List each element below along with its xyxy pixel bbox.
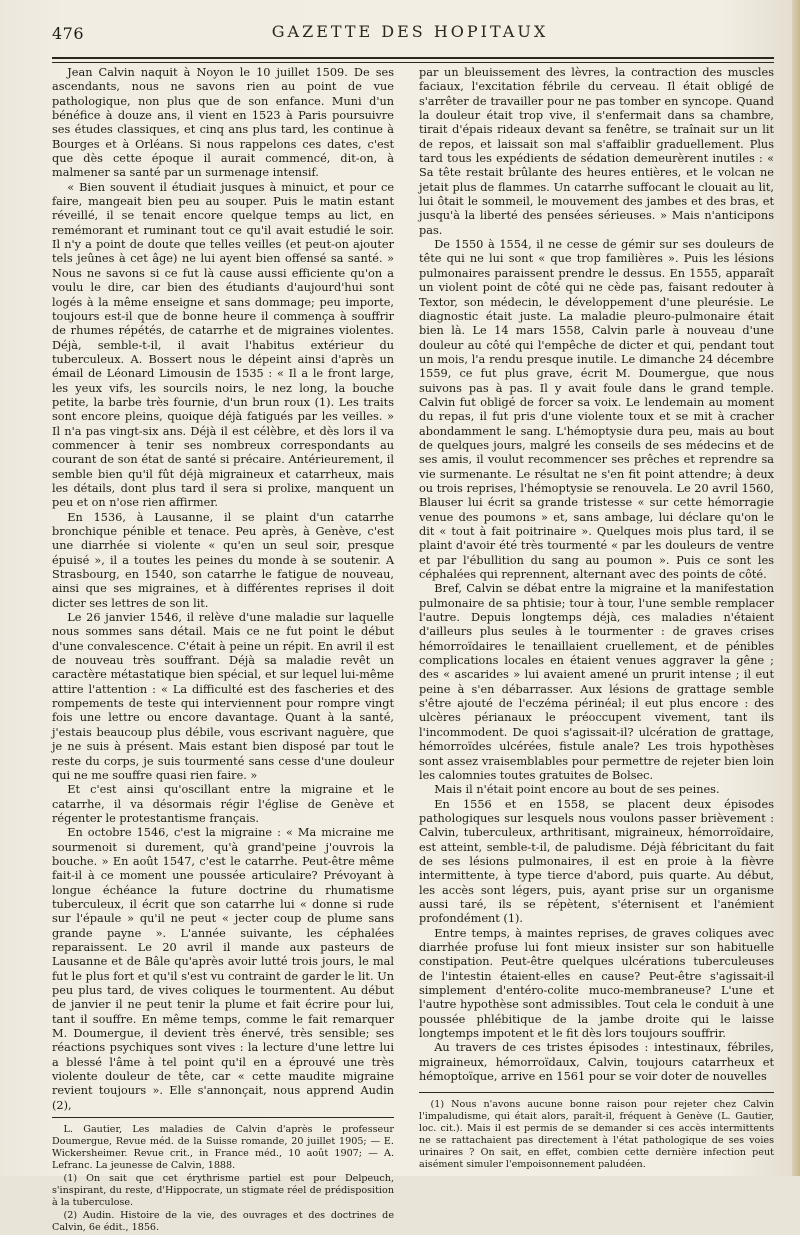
paragraph: Mais il n'était point encore au bout de ses peines. — [434, 783, 720, 797]
paragraph: Bref, Calvin se débat entre la migraine et la manifestation pulmonaire de sa phtisie; tour à tour, l'une semble remplacer l'autre. Depuis longtemps déjà, ces maladies n'étaient d'ailleurs plus seules à le tourmenter : de graves crises hémorroïdaires le tenaillaient cruellement, et de pénibles complications locales en étaient venues aggraver la gêne ; des « ascarides » lui avaient amené un prurit intense ; il eut peine à s'en débarrasser. Aux lésions de grattage semble s'être ajouté de l'eczéma périnéal; il eut plus encore : des ulcères périanaux le préoccupent vivement, tant ils l'incommodent. De quoi s'agissait-il? ulcération de grattage, hémorroïdes ulcérées, fistule anale? Les trois hypothèses sont assez vraisemblables pour permettre de rejeter bien loin les calomnies toutes gratuites de Bolsec. — [419, 582, 774, 782]
paragraph: En 1536, à Lausanne, il se plaint d'un catarrhe bronchique pénible et tenace. Peu après, à Genève, c'est une diarrhée si violente « qu'en un seul soir, presque épuisé », il a toutes les peines du monde à se soutenir. A Strasbourg, en 1540, son catarrhe le fatigue de nouveau, ainsi que ses migraines, et à différentes reprises il doit dicter ses lettres de son lit. — [52, 510, 394, 610]
paragraph: Le 26 janvier 1546, il relève d'une maladie sur laquelle nous sommes sans détail. Mais ce ne fut point le début d'une convalescence. C'était à peine un répit. En avril il est de nouveau très souffrant. Déjà sa maladie revêt un caractère métastatique bien spécial, et sur lequel lui-même attire l'attention : « La difficulté est des fascheries et des rompements de teste qui interviennent pour rompre vingt fois une lettre ou encore davantage. Quant à la santé, j'estais beaucoup plus débile, vous escrivant naguère, que je ne suis à présent. Mais estant bien disposé par tout le reste du corps, je suis tourmenté sans cesse d'une douleur qui ne me souffre quasi rien faire. » — [52, 611, 394, 782]
paragraph: De 1550 à 1554, il ne cesse de gémir sur ses douleurs de tête qui ne lui sont « que trop familières ». Puis les lésions pulmonaires paraissent prendre le dessus. En 1555, apparaît un violent point de côté qui ne cède pas, faisant redouter à Textor, son médecin, le développement d'une pleurésie. Le diagnostic était juste. La maladie pleuro-pulmonaire était bien là. Le 14 mars 1558, Calvin parle à nouveau d'une douleur au côté qui l'empêche de dicter et qui, pendant tout un mois, l'a rendu presque inutile. Le dimanche 24 décembre 1559, ce fut plus grave, écrit M. Doumergue, que nous suivons pas à pas. Il y avait foule dans le grand temple. Calvin fut obligé de forcer sa voix. Le lendemain au moment du repas, il fut pris d'une violente toux et se mit à cracher abondamment le sang. L'hémoptysie dura peu, mais au bout de quelques jours, malgré les conseils de ses médecins et de ses amis, il voulut recommencer ses prêches et reprendre sa vie surmenante. Le résultat ne s'en fit point attendre; à deux ou trois reprises, l'hémoptysie se renouvela. Le 20 avril 1560, Blauser lui écrit sa grande tristesse « sur cette hémorragie venue des poumons » et, sans ambage, lui déclare qu'on le dit « tout à fait poitrinaire ». Quelques mois plus tard, il se plaint d'avoir été très tourmenté « par les douleurs de ventre et par l'ébullition du sang au poumon ». Puis ce sont les céphalées qui reprennent, alternant avec des points de côté. — [419, 238, 774, 582]
page-number: 476 — [52, 24, 85, 43]
paragraph: Jean Calvin naquit à Noyon le 10 juillet 1509. De ses ascendants, nous ne savons rien au point de vue pathologique, non plus que de son enfance. Muni d'un bénéfice à douze ans, il vient en 1523 à Paris poursuivre ses études classiques, et cinq ans plus tard, les continue à Bourges et à Orléans. Si nous rappelons ces dates, c'est que dès cette époque il aurait commencé, dit-on, à malmener sa santé par un surmenage intensif. — [52, 66, 394, 180]
paragraph: « Bien souvent il étudiait jusques à minuict, et pour ce faire, mangeait bien peu au souper. Puis le matin estant réveillé, il se tenait encore quelque temps au lict, en remémorant et ruminant tout ce qu'il avait estudié le soir. Il n'y a point de doute que telles veilles (et peut-on ajouter tels jeûnes à cet âge) ne lui ayent bien offensé sa santé. » Nous ne savons si ce fut là cause aussi efficiente qu'on a voulu le dire, car bien des étudiants d'aujourd'hui sont logés à la même enseigne et sans dommage; peu importe, toujours est-il que de bonne heure il commença à souffrir de rhumes répétés, de catarrhe et de migraines violentes. Déjà, semble-t-il, il avait l'habitus extérieur du tuberculeux. A. Bossert nous le dépeint ainsi d'après un émail de Léonard Limousin de 1535 : « Il a le front large, les yeux vifs, les sourcils noirs, le nez long, la bouche petite, la barbe très fournie, d'un brun roux (1). Les traits sont encore pleins, quoique déjà fatigués par les veilles. » Il n'a pas vingt-six ans. Déjà il est célèbre, et dès lors il va commencer à tenir ses nombreux correspondants au courant de son état de santé si précaire. Antérieurement, il semble bien qu'il fût déjà migraineux et catarrheux, mais les détails, dont plus tard il sera si prolixe, manquent un peu et on n'ose rien affirmer. — [52, 180, 394, 510]
paragraph: En 1556 et en 1558, se placent deux épisodes pathologiques sur lesquels nous voulons passer brièvement : Calvin, tuberculeux, arthritisant, migraineux, hémorroïdaire, est atteint, semble-t-il, de paludisme. Déjà fébricitant du fait de ses lésions pulmonaires, il est en proie à la fièvre intermittente, à type tierce d'abord, puis quarte. Au début, les accès sont légers, puis, ayant prise sur un organisme aussi taré, ils se répètent, s'éternisent et l'anémient profondément (1). — [419, 797, 774, 926]
paragraph: par un bleuissement des lèvres, la contraction des muscles faciaux, l'excitation fébrile du cerveau. Il était obligé de s'arrêter de travailler pour ne pas tomber en syncope. Quand la douleur était trop vive, il s'enfermait dans sa chambre, tirait d'épais rideaux devant sa fenêtre, se traînait sur un lit de repos, et laissait son mal s'affaiblir graduellement. Plus tard tous les expédients de sédation demeurèrent inutiles : « Sa tête restait brûlante des heures entières, et le volcan ne jetait plus de flammes. Un catarrhe suffocant le clouait au lit, lui ôtait le sommeil, le mouvement des jambes et des bras, et jusqu'à la liberté des pensées sérieuses. » Mais n'anticipons pas. — [419, 66, 774, 237]
footnote-rule — [419, 1092, 774, 1093]
footnote: (2) Audin. Histoire de la vie, des ouvrages et des doctrines de Calvin, 6e édit., 1856. — [52, 1210, 394, 1234]
header-rule — [52, 57, 774, 63]
running-title: GAZETTE DES HOPITAUX — [271, 22, 549, 41]
paragraph: En octobre 1546, c'est la migraine : « Ma micraine me sourmenoit si durement, qu'à grand'peine j'ouvrois la bouche. » En août 1547, c'est le catarrhe. Peut-être même fait-il à ce moment une poussée articulaire? Prévoyant à longue échéance la future doctrine du rhumatisme tuberculeux, il écrit que son catarrhe lui « donne si rude sur l'épaule » qu'il ne peut « jecter coup de plume sans grande payne ». L'année suivante, les céphalées reparaissent. Le 20 avril il mande aux pasteurs de Lausanne et de Bâle qu'après avoir lutté trois jours, le mal fut le plus fort et qu'il s'est vu contraint de garder le lit. Un peu plus tard, de vives coliques le tourmentent. Au début de janvier il ne peut tenir la plume et fait écrire pour lui, tant il souffre. En même temps, comme le fait remarquer M. Doumergue, il devient très énervé, très sensible; ses réactions psychiques sont vives : la lecture d'une lettre lui a blessé l'âme à tel point qu'il en a éprouvé une très violente douleur de tête, car « cette maudite migraine revient toujours ». Elle s'annonçait, nous apprend Audin (2), — [52, 826, 394, 1112]
page-edge — [792, 0, 800, 1176]
footnote-rule — [52, 1117, 394, 1118]
footnote: (1) On sait que cet érythrisme partiel est pour Delpeuch, s'inspirant, du reste, d'Hippocrate, un stigmate réel de prédisposition à la tuberculose. — [52, 1173, 394, 1209]
paragraph: Et c'est ainsi qu'oscillant entre la migraine et le catarrhe, il va désormais régir l'église de Genève et régenter le protestantisme français. — [52, 783, 394, 825]
left-footnotes — [52, 1124, 394, 1234]
footnote: L. Gautier, Les maladies de Calvin d'après le professeur Doumergue, Revue méd. de la Suisse romande, 20 juillet 1905; — E. Wickersheimer. Revue crit., in France méd., 10 août 1907; — A. Lefranc. La jeunesse de Calvin, 1888. — [52, 1124, 394, 1172]
paragraph: Entre temps, à maintes reprises, de graves coliques avec diarrhée profuse lui font mieux insister sur son habituelle constipation. Peut-être quelques ulcérations tuberculeuses de l'intestin étaient-elles en cause? Peut-être s'agissait-il simplement d'entéro-colite muco-membraneuse? L'une et l'autre hypothèse sont admissibles. Tout cela le conduit à une poussée phlébitique de la jambe droite qui le laisse longtemps impotent et le fit dès lors toujours souffrir. — [419, 926, 774, 1041]
footnote: (1) Nous n'avons aucune bonne raison pour rejeter chez Calvin l'impaludisme, qui était alors, paraît-il, fréquent à Genève (L. Gautier, loc. cit.). Mais il est permis de se demander si ces accès intermittents ne se rattachaient pas directement à l'état pathologique de ses voies urinaires ? On sait, en effet, combien cette dernière infection peut aisément simuler l'empoisonnement paludéen. — [419, 1099, 774, 1171]
right-footnotes — [419, 1099, 774, 1171]
right-column — [419, 66, 774, 1172]
paragraph: Au travers de ces tristes épisodes : intestinaux, fébriles, migraineux, hémorroïdaux, Calvin, toujours catarrheux et hémoptoïque, arrive en 1561 pour se voir doter de nouvelles — [419, 1041, 774, 1084]
left-column — [52, 66, 394, 1235]
